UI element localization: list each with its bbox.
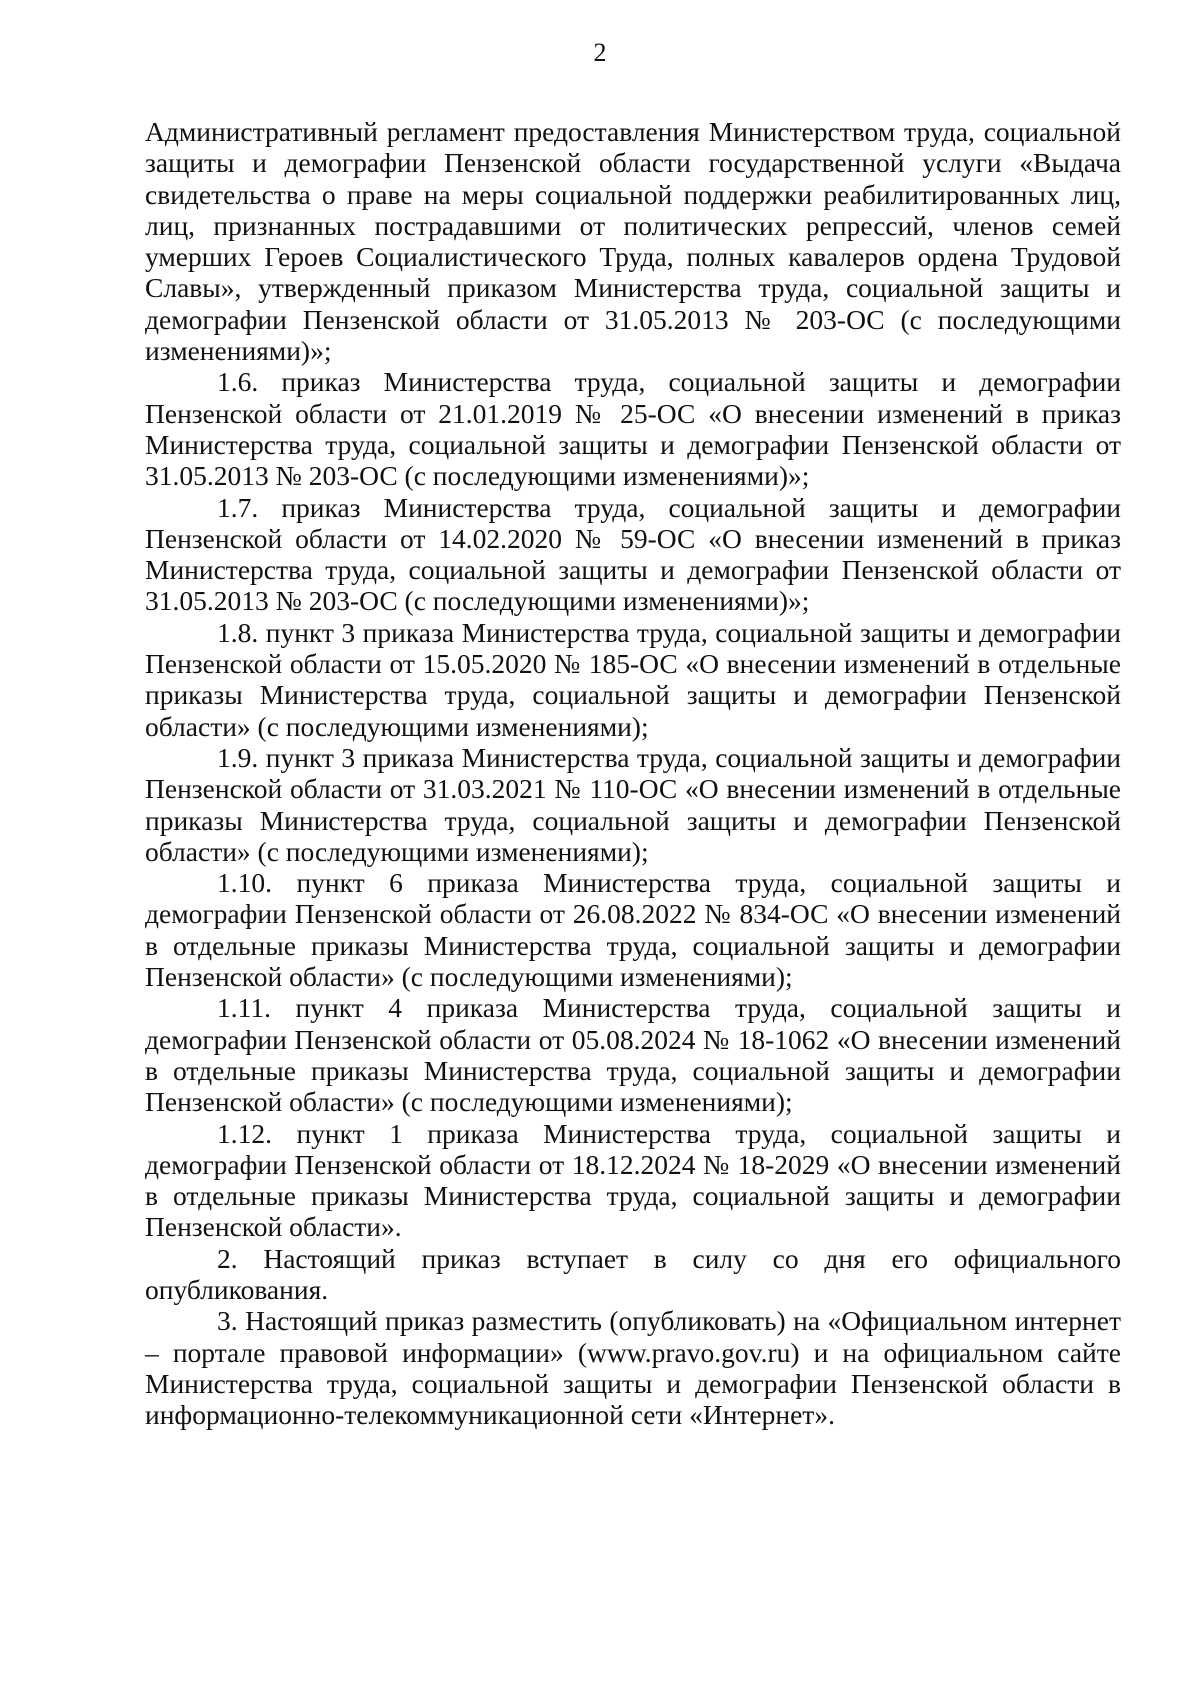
paragraph-item-1-6: 1.6. приказ Министерства труда, социальной защиты и демографии Пензенской области от 21.01.2019 № 25-ОС «О внесении изменений в приказ Министерства труда, социальной защиты и демографии Пензенской области от 31.05.2013 № 203-ОС (с последующими изменениями)»; (145, 366, 1121, 492)
paragraph-item-1-9: 1.9. пункт 3 приказа Министерства труда, социальной защиты и демографии Пензенской области от 31.03.2021 № 110-ОС «О внесении изменений в отдельные приказы Министерства труда, социальной защиты и демографии Пензенской области» (с последующими изменениями); (145, 741, 1121, 867)
paragraph-item-1-8: 1.8. пункт 3 приказа Министерства труда, социальной защиты и демографии Пензенской области от 15.05.2020 № 185-ОС «О внесении изменений в отдельные приказы Министерства труда, социальной защиты и демографии Пензенской области» (с последующими изменениями); (145, 616, 1121, 742)
paragraph-item-1-11: 1.11. пункт 4 приказа Министерства труда, социальной защиты и демографии Пензенской области от 05.08.2024 № 18-1062 «О внесении изменений в отдельные приказы Министерства труда, социальной защиты и демографии Пензенской области» (с последующими изменениями); (145, 992, 1121, 1118)
paragraph-item-1-7: 1.7. приказ Министерства труда, социальной защиты и демографии Пензенской области от 14.02.2020 № 59-ОС «О внесении изменений в приказ Министерства труда, социальной защиты и демографии Пензенской области от 31.05.2013 № 203-ОС (с последующими изменениями)»; (145, 491, 1121, 617)
paragraph-item-3: 3. Настоящий приказ разместить (опубликовать) на «Официальном интернет – портале правовой информации» (www.pravo.gov.ru) и на официальном сайте Министерства труда, социальной защиты и демографии Пензенской области в информационно-телекоммуникационной сети «Интернет». (145, 1305, 1121, 1431)
paragraph-item-1-10: 1.10. пункт 6 приказа Министерства труда, социальной защиты и демографии Пензенской области от 26.08.2022 № 834-ОС «О внесении изменений в отдельные приказы Министерства труда, социальной защиты и демографии Пензенской области» (с последующими изменениями); (145, 867, 1121, 993)
paragraph-item-2: 2. Настоящий приказ вступает в силу со дня его официального опубликования. (145, 1242, 1121, 1305)
paragraph-item-1-12: 1.12. пункт 1 приказа Министерства труда, социальной защиты и демографии Пензенской области от 18.12.2024 № 18-2029 «О внесении изменений в отдельные приказы Министерства труда, социальной защиты и демографии Пензенской области». (145, 1117, 1121, 1243)
document-body (145, 116, 1121, 1430)
page-number: 2 (593, 38, 607, 67)
paragraph-regulation-continuation: Административный регламент предоставления Министерством труда, социальной защиты и демографии Пензенской области государственной услуги «Выдача свидетельства о праве на меры социальной поддержки реабилитированных лиц, лиц, признанных пострадавшими от политических репрессий, членов семей умерших Героев Социалистического Труда, полных кавалеров ордена Трудовой Славы», утвержденный приказом Министерства труда, социальной защиты и демографии Пензенской области от 31.05.2013 № 203-ОС (с последующими изменениями)»; (145, 116, 1121, 367)
